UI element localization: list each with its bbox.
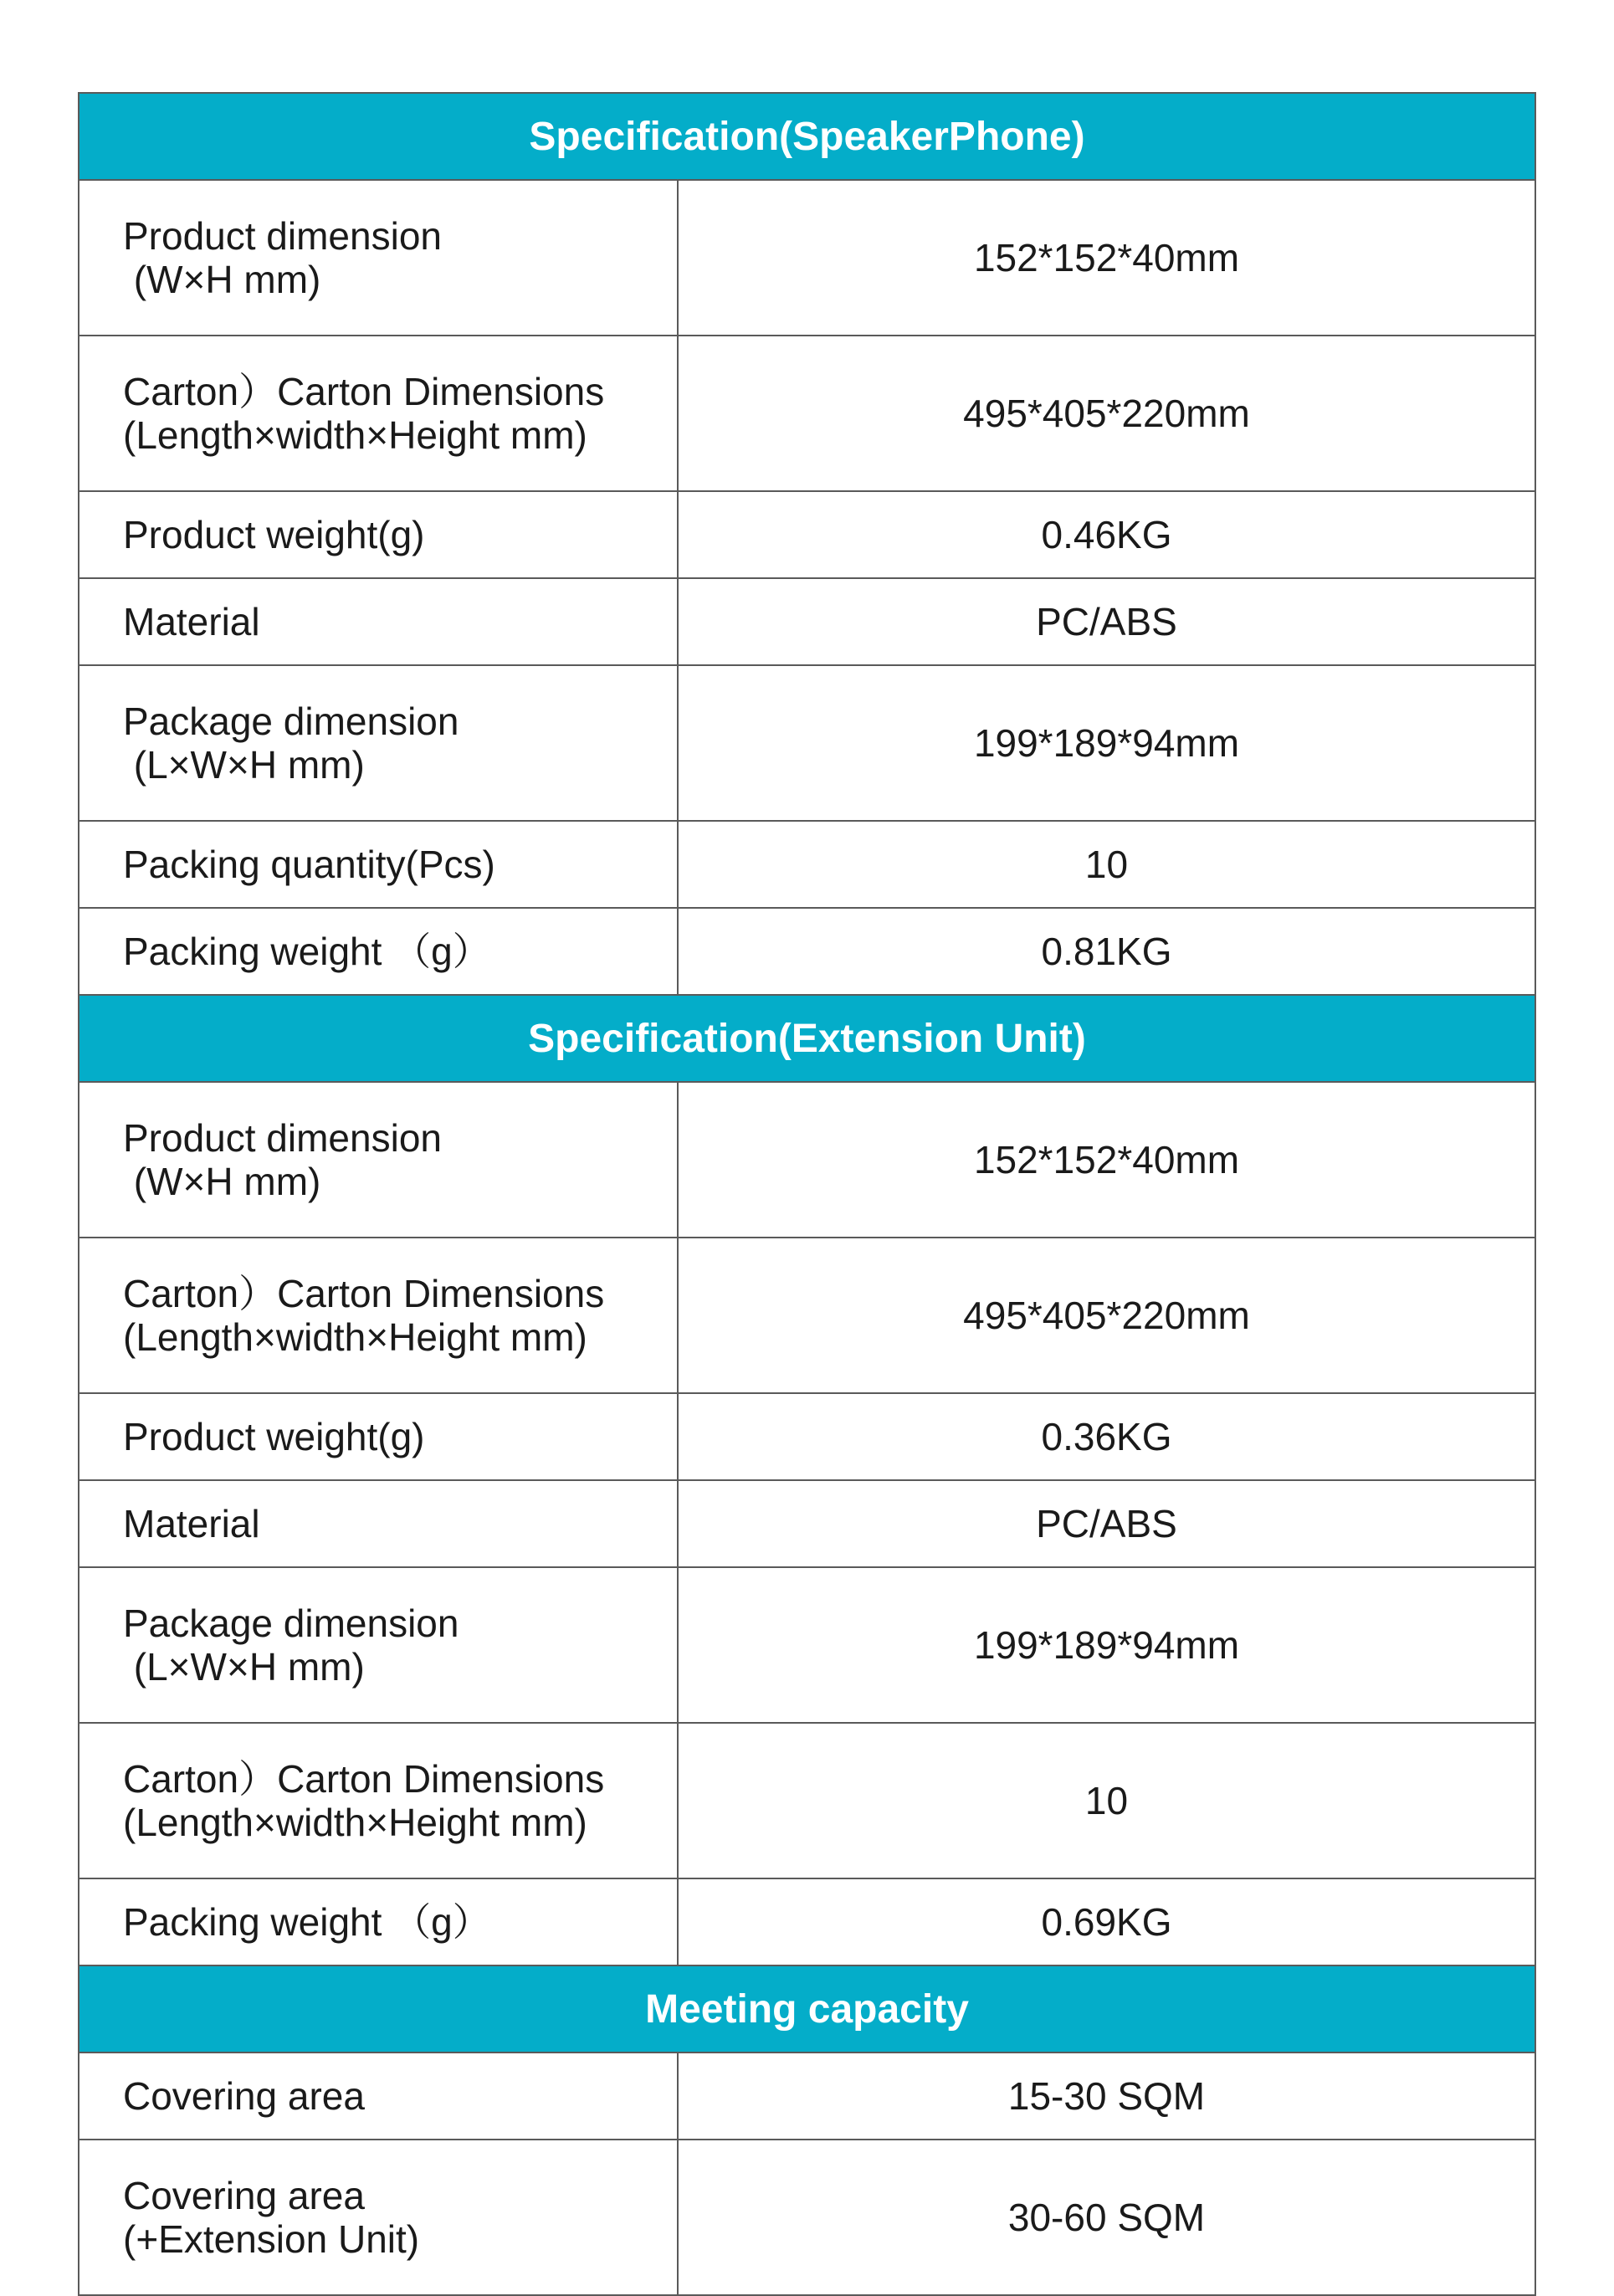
spec-label-cell bbox=[79, 909, 679, 994]
spec-label-cell bbox=[79, 579, 679, 664]
spec-row bbox=[79, 1724, 1535, 1879]
spec-value-cell: PC/ABS bbox=[1036, 600, 1177, 643]
spec-label-line: Package dimension bbox=[123, 1602, 459, 1645]
spec-label-line: Product dimension bbox=[123, 1116, 442, 1160]
spec-value-cell: 15-30 SQM bbox=[1007, 2074, 1206, 2118]
spec-label-cell bbox=[79, 336, 679, 490]
spec-value-cell: 0.36KG bbox=[1041, 1415, 1172, 1458]
spec-label-line: (L×W×H mm) bbox=[123, 743, 365, 787]
spec-label-line: Packing weight （g） bbox=[123, 930, 491, 973]
spec-label-cell bbox=[79, 2140, 679, 2294]
spec-label-cell bbox=[79, 2053, 679, 2139]
spec-row bbox=[79, 492, 1535, 579]
spec-label-cell bbox=[79, 1879, 679, 1965]
spec-label-line: Material bbox=[123, 1502, 260, 1545]
spec-row bbox=[79, 1238, 1535, 1394]
section-header: Specification(SpeakerPhone) bbox=[79, 94, 1535, 181]
section-header: Meeting capacity bbox=[79, 1966, 1535, 2053]
spec-label-line: (Length×width×Height mm) bbox=[123, 1315, 587, 1359]
spec-value-cell: 152*152*40mm bbox=[973, 236, 1240, 279]
spec-row bbox=[79, 2053, 1535, 2140]
spec-label-line: (+Extension Unit) bbox=[123, 2217, 420, 2261]
spec-label-cell bbox=[79, 1481, 679, 1566]
spec-row bbox=[79, 1568, 1535, 1724]
spec-row bbox=[79, 579, 1535, 666]
spec-row bbox=[79, 822, 1535, 909]
spec-label-cell bbox=[79, 666, 679, 820]
spec-label-cell bbox=[79, 181, 679, 335]
spec-label-cell bbox=[79, 822, 679, 907]
spec-value-cell: 495*405*220mm bbox=[963, 392, 1250, 435]
spec-label-line: Carton）Carton Dimensions bbox=[123, 370, 605, 413]
spec-label-line: Product dimension bbox=[123, 214, 442, 258]
spec-label-cell bbox=[79, 1568, 679, 1722]
spec-value-cell: 30-60 SQM bbox=[1007, 2196, 1206, 2239]
spec-value-cell: 0.81KG bbox=[1041, 930, 1172, 973]
spec-label-line: (Length×width×Height mm) bbox=[123, 1801, 587, 1844]
spec-label-line: (W×H mm) bbox=[123, 258, 321, 301]
spec-row bbox=[79, 666, 1535, 822]
spec-label-line: (W×H mm) bbox=[123, 1160, 321, 1203]
spec-row bbox=[79, 1394, 1535, 1481]
spec-label-cell bbox=[79, 1394, 679, 1479]
spec-row bbox=[79, 336, 1535, 492]
spec-value-cell: 10 bbox=[1084, 843, 1129, 886]
spec-label-line: Covering area bbox=[123, 2074, 365, 2118]
spec-value-cell: 199*189*94mm bbox=[973, 1623, 1240, 1667]
spec-value-cell: 152*152*40mm bbox=[973, 1138, 1240, 1181]
spec-value-cell: 0.69KG bbox=[1041, 1900, 1172, 1944]
spec-value-cell: 495*405*220mm bbox=[963, 1294, 1250, 1337]
spec-value-cell: 10 bbox=[1084, 1779, 1129, 1822]
spec-label-line: Material bbox=[123, 600, 260, 643]
spec-label-line: Packing weight （g） bbox=[123, 1900, 491, 1944]
spec-label-line: (L×W×H mm) bbox=[123, 1645, 365, 1689]
spec-value-cell: PC/ABS bbox=[1036, 1502, 1177, 1545]
spec-label-cell bbox=[79, 1238, 679, 1392]
spec-label-line: Package dimension bbox=[123, 700, 459, 743]
spec-row bbox=[79, 1083, 1535, 1238]
spec-row bbox=[79, 1481, 1535, 1568]
spec-value-cell: 199*189*94mm bbox=[973, 721, 1240, 765]
spec-label-cell bbox=[79, 492, 679, 577]
spec-label-line: Carton）Carton Dimensions bbox=[123, 1757, 605, 1801]
section-header: Specification(Extension Unit) bbox=[79, 996, 1535, 1083]
spec-label-line: Packing quantity(Pcs) bbox=[123, 843, 495, 886]
spec-label-cell bbox=[79, 1724, 679, 1878]
spec-label-cell bbox=[79, 1083, 679, 1237]
spec-label-line: Product weight(g) bbox=[123, 1415, 425, 1458]
spec-label-line: Product weight(g) bbox=[123, 513, 425, 556]
spec-label-line: Covering area bbox=[123, 2174, 365, 2217]
spec-value-cell: 0.46KG bbox=[1041, 513, 1172, 556]
spec-row bbox=[79, 181, 1535, 336]
spec-label-line: (Length×width×Height mm) bbox=[123, 413, 587, 457]
spec-row bbox=[79, 909, 1535, 996]
spec-row bbox=[79, 1879, 1535, 1966]
spec-label-line: Carton）Carton Dimensions bbox=[123, 1272, 605, 1315]
spec-sheet bbox=[78, 92, 1536, 2296]
spec-row bbox=[79, 2140, 1535, 2296]
